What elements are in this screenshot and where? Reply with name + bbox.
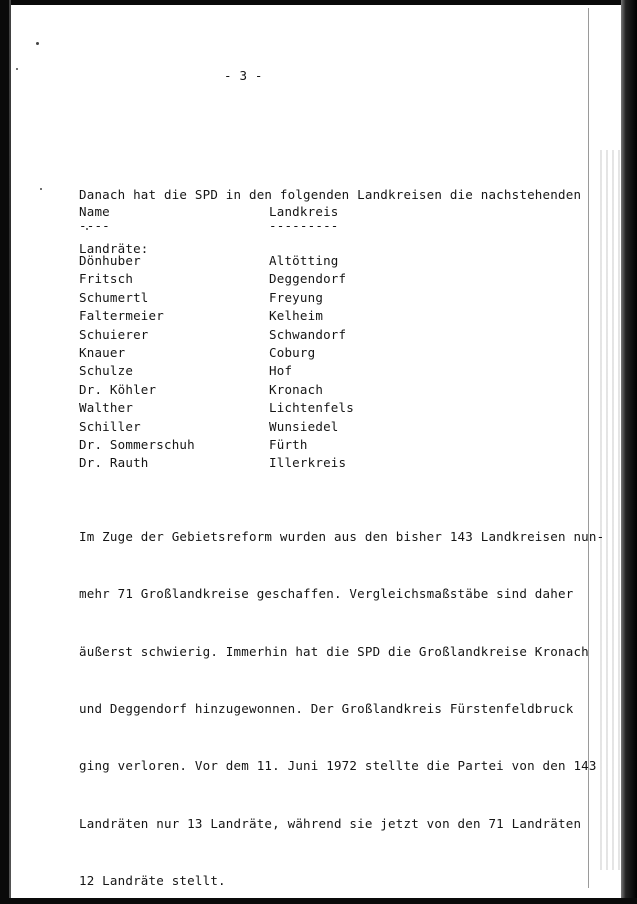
table-row (79, 326, 499, 344)
table-row (79, 418, 499, 436)
table-row (79, 381, 499, 399)
cell-landkreis: Lichtenfels (269, 400, 354, 416)
cell-landkreis: Wunsiedel (269, 418, 339, 434)
cell-name: Dönhuber (79, 253, 141, 268)
cell-landkreis: Illerkreis (269, 455, 347, 471)
table-row (79, 399, 499, 417)
cell-name: Faltermeier (79, 308, 164, 324)
cell-landkreis: Kelheim (269, 308, 324, 324)
table-row (79, 307, 499, 325)
cell-landkreis: Hof (269, 363, 293, 379)
cell-landkreis: Altötting (269, 253, 339, 268)
table-row (79, 252, 499, 270)
column-rule-name: ---- (79, 218, 110, 233)
column-rule-landkreis: --------- (269, 218, 339, 233)
scan-edge-left (0, 0, 9, 904)
cell-name: Walther (79, 400, 134, 416)
closing-line: ging verloren. Vor dem 11. Juni 1972 stellte die Partei von den 143 (79, 758, 597, 774)
cell-name: Dr. Rauth (79, 455, 149, 471)
cell-name: Schiller (79, 418, 141, 434)
cell-landkreis: Freyung (269, 289, 324, 305)
landrat-table (79, 252, 499, 473)
cell-name: Schuierer (79, 326, 149, 342)
table-row (79, 454, 499, 472)
column-header-name: Name (79, 204, 110, 219)
cell-name: Fritsch (79, 271, 134, 287)
closing-paragraph (79, 489, 604, 904)
cell-name: Dr. Köhler (79, 381, 157, 397)
cell-landkreis: Fürth (269, 436, 308, 452)
closing-line: und Deggendorf hinzugewonnen. Der Großlandkreis Fürstenfeldbruck (79, 701, 574, 717)
table-row (79, 289, 499, 307)
cell-landkreis: Schwandorf (269, 326, 347, 342)
intro-line: Danach hat die SPD in den folgenden Landkreisen die nachstehenden (79, 187, 582, 202)
closing-line: 12 Landräte stellt. (79, 872, 226, 888)
scan-edge-left-shadow (9, 0, 11, 904)
table-row (79, 270, 499, 288)
table-row (79, 436, 499, 454)
table-row (79, 344, 499, 362)
cell-name: Schumertl (79, 289, 149, 305)
closing-line: Landräten nur 13 Landräte, während sie jetzt von den 71 Landräten (79, 815, 582, 831)
cell-name: Dr. Sommerschuh (79, 436, 195, 452)
scan-edge-top (0, 0, 637, 5)
table-row (79, 362, 499, 380)
column-header-landkreis: Landkreis (269, 204, 339, 219)
cell-name: Schulze (79, 363, 134, 379)
page-number: - 3 - (224, 68, 263, 83)
closing-line: mehr 71 Großlandkreise geschaffen. Vergleichsmaßstäbe sind daher (79, 586, 574, 602)
closing-line: Im Zuge der Gebietsreform wurden aus den bisher 143 Landkreisen nun- (79, 529, 605, 545)
cell-landkreis: Kronach (269, 381, 324, 397)
intro-line: Landräte: (79, 241, 149, 256)
scan-edge-right (621, 0, 637, 904)
closing-line: äußerst schwierig. Immerhin hat die SPD die Großlandkreise Kronach (79, 643, 589, 659)
cell-landkreis: Deggendorf (269, 271, 347, 287)
cell-name: Knauer (79, 344, 126, 360)
cell-landkreis: Coburg (269, 344, 316, 360)
